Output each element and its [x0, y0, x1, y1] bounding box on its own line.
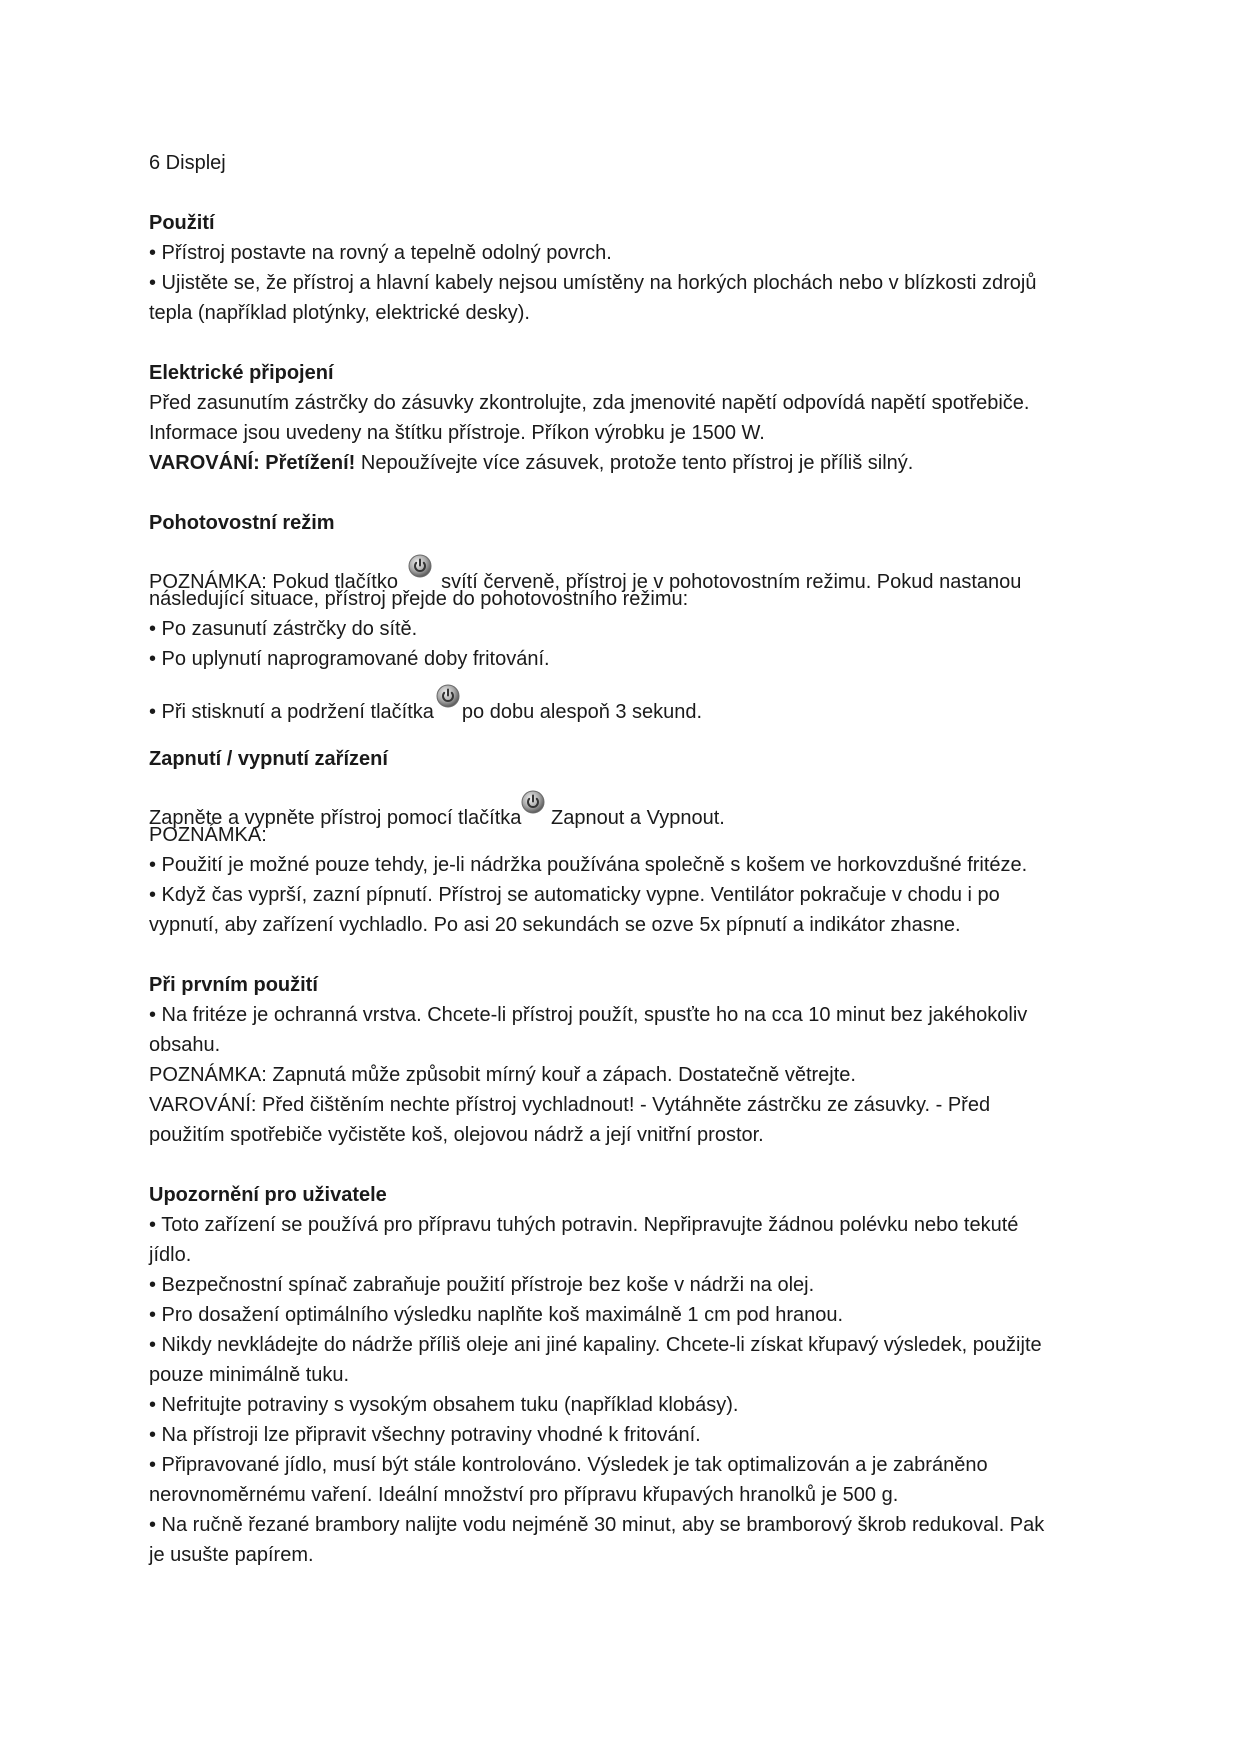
elektricke-warning	[149, 448, 1109, 478]
upozorneni-line: nerovnoměrnému vaření. Ideální množství pro přípravu křupavých hranolků je 500 g.	[149, 1484, 899, 1506]
heading-pohotovostni-rezim: Pohotovostní režim	[149, 512, 335, 534]
elektricke-line-2: Informace jsou uvedeny na štítku přístroje. Příkon výrobku je 1500 W.	[149, 422, 765, 444]
spacer	[149, 538, 1109, 554]
heading-zapnuti-vypnuti: Zapnutí / vypnutí zařízení	[149, 748, 388, 770]
zapnuti-item-2-cont: vypnutí, aby zařízení vychladlo. Po asi 20 sekundách se ozve 5x pípnutí a indikátor zhasne.	[149, 914, 961, 936]
warning-label: VAROVÁNÍ: Přetížení!	[149, 452, 356, 474]
pouziti-line-3: tepla (například plotýnky, elektrické desky).	[149, 302, 530, 324]
upozorneni-line: • Pro dosažení optimálního výsledku naplňte koš maximálně 1 cm pod hranou.	[149, 1304, 844, 1326]
upozorneni-line: • Toto zařízení se používá pro přípravu tuhých potravin. Nepřipravujte žádnou polévku nebo tekuté	[149, 1214, 1019, 1236]
upozorneni-line: • Na ručně řezané brambory nalijte vodu nejméně 30 minut, aby se bramborový škrob redukoval. Pak	[149, 1514, 1045, 1536]
pouziti-line-2: • Ujistěte se, že přístroj a hlavní kabely nejsou umístěny na horkých plochách nebo v blízkosti zdrojů	[149, 272, 1037, 294]
note-part-1: POZNÁMKA: Pokud tlačítko	[149, 571, 404, 593]
upozorneni-line: jídlo.	[149, 1244, 192, 1266]
heading-pouziti: Použití	[149, 212, 215, 234]
upozorneni-line: • Nikdy nevkládejte do nádrže příliš oleje ani jiné kapaliny. Chcete-li získat křupavý výsledek, použijte	[149, 1334, 1042, 1356]
prvni-line-3: POZNÁMKA: Zapnutá může způsobit mírný kouř a zápach. Dostatečně větrejte.	[149, 1064, 856, 1086]
power-icon	[521, 790, 545, 814]
pohotovostni-item-3	[149, 684, 1109, 723]
zapnuti-item-1: • Použití je možné pouze tehdy, je-li nádržka používána společně s košem ve horkovzdušné fritéze.	[149, 854, 1028, 876]
heading-elektricke-pripojeni: Elektrické připojení	[149, 362, 334, 384]
pohotovostni-item-2: • Po uplynutí naprogramované doby fritování.	[149, 648, 550, 670]
prvni-line-1: • Na fritéze je ochranná vrstva. Chcete-li přístroj použít, spusťte ho na cca 10 minut bez jakéhokoliv	[149, 1004, 1028, 1026]
pohotovostni-line-2: následující situace, přístroj přejde do pohotovostního režimu:	[149, 588, 689, 610]
heading-upozorneni: Upozornění pro uživatele	[149, 1184, 387, 1206]
warning-text: Nepoužívejte více zásuvek, protože tento přístroj je příliš silný.	[355, 452, 914, 474]
upozorneni-line: • Připravované jídlo, musí být stále kontrolováno. Výsledek je tak optimalizován a je zabráněno	[149, 1454, 988, 1476]
zapnuti-item-2: • Když čas vyprší, zazní pípnutí. Přístroj se automaticky vypne. Ventilátor pokračuje v chodu i po	[149, 884, 1000, 906]
document-page	[149, 148, 1109, 1570]
heading-prvni-pouziti: Při prvním použití	[149, 974, 318, 996]
prvni-line-5: použitím spotřebiče vyčistěte koš, olejovou nádrž a její vnitřní prostor.	[149, 1124, 764, 1146]
item3-part-1: • Při stisknutí a podržení tlačítka	[149, 701, 434, 723]
power-icon	[408, 554, 432, 578]
elektricke-line-1: Před zasunutím zástrčky do zásuvky zkontrolujte, zda jmenovité napětí odpovídá napětí spotřebiče.	[149, 392, 1030, 414]
upozorneni-line: pouze minimálně tuku.	[149, 1364, 350, 1386]
zapnuti-line-1	[149, 790, 1109, 829]
note-part-2: svítí červeně, přístroj je v pohotovostním režimu. Pokud nastanou	[435, 571, 1022, 593]
spacer	[149, 328, 1109, 358]
spacer	[149, 478, 1109, 508]
prvni-line-4: VAROVÁNÍ: Před čištěním nechte přístroj vychladnout! - Vytáhněte zástrčku ze zásuvky. - Před	[149, 1094, 991, 1116]
zapnuti-part-1: Zapněte a vypněte přístroj pomocí tlačítka	[149, 807, 522, 829]
spacer	[149, 940, 1109, 970]
item3-part-2: po dobu alespoň 3 sekund.	[461, 701, 703, 723]
spacer	[149, 1150, 1109, 1180]
section-title: 6 Displej	[149, 152, 226, 174]
power-icon	[436, 684, 460, 708]
prvni-line-2: obsahu.	[149, 1034, 221, 1056]
pohotovostni-item-1: • Po zasunutí zástrčky do sítě.	[149, 618, 418, 640]
upozorneni-line: • Bezpečnostní spínač zabraňuje použití přístroje bez koše v nádrži na olej.	[149, 1274, 815, 1296]
pouziti-line-1: • Přístroj postavte na rovný a tepelně odolný povrch.	[149, 242, 612, 264]
spacer	[149, 674, 1109, 684]
pohotovostni-note	[149, 554, 1109, 593]
zapnuti-part-2: Zapnout a Vypnout.	[545, 807, 725, 829]
upozorneni-line: je usušte papírem.	[149, 1544, 314, 1566]
zapnuti-note: POZNÁMKA:	[149, 824, 267, 846]
upozorneni-line: • Na přístroji lze připravit všechny potraviny vhodné k fritování.	[149, 1424, 701, 1446]
upozorneni-line: • Nefritujte potraviny s vysokým obsahem tuku (například klobásy).	[149, 1394, 739, 1416]
spacer	[149, 774, 1109, 790]
spacer	[149, 178, 1109, 208]
